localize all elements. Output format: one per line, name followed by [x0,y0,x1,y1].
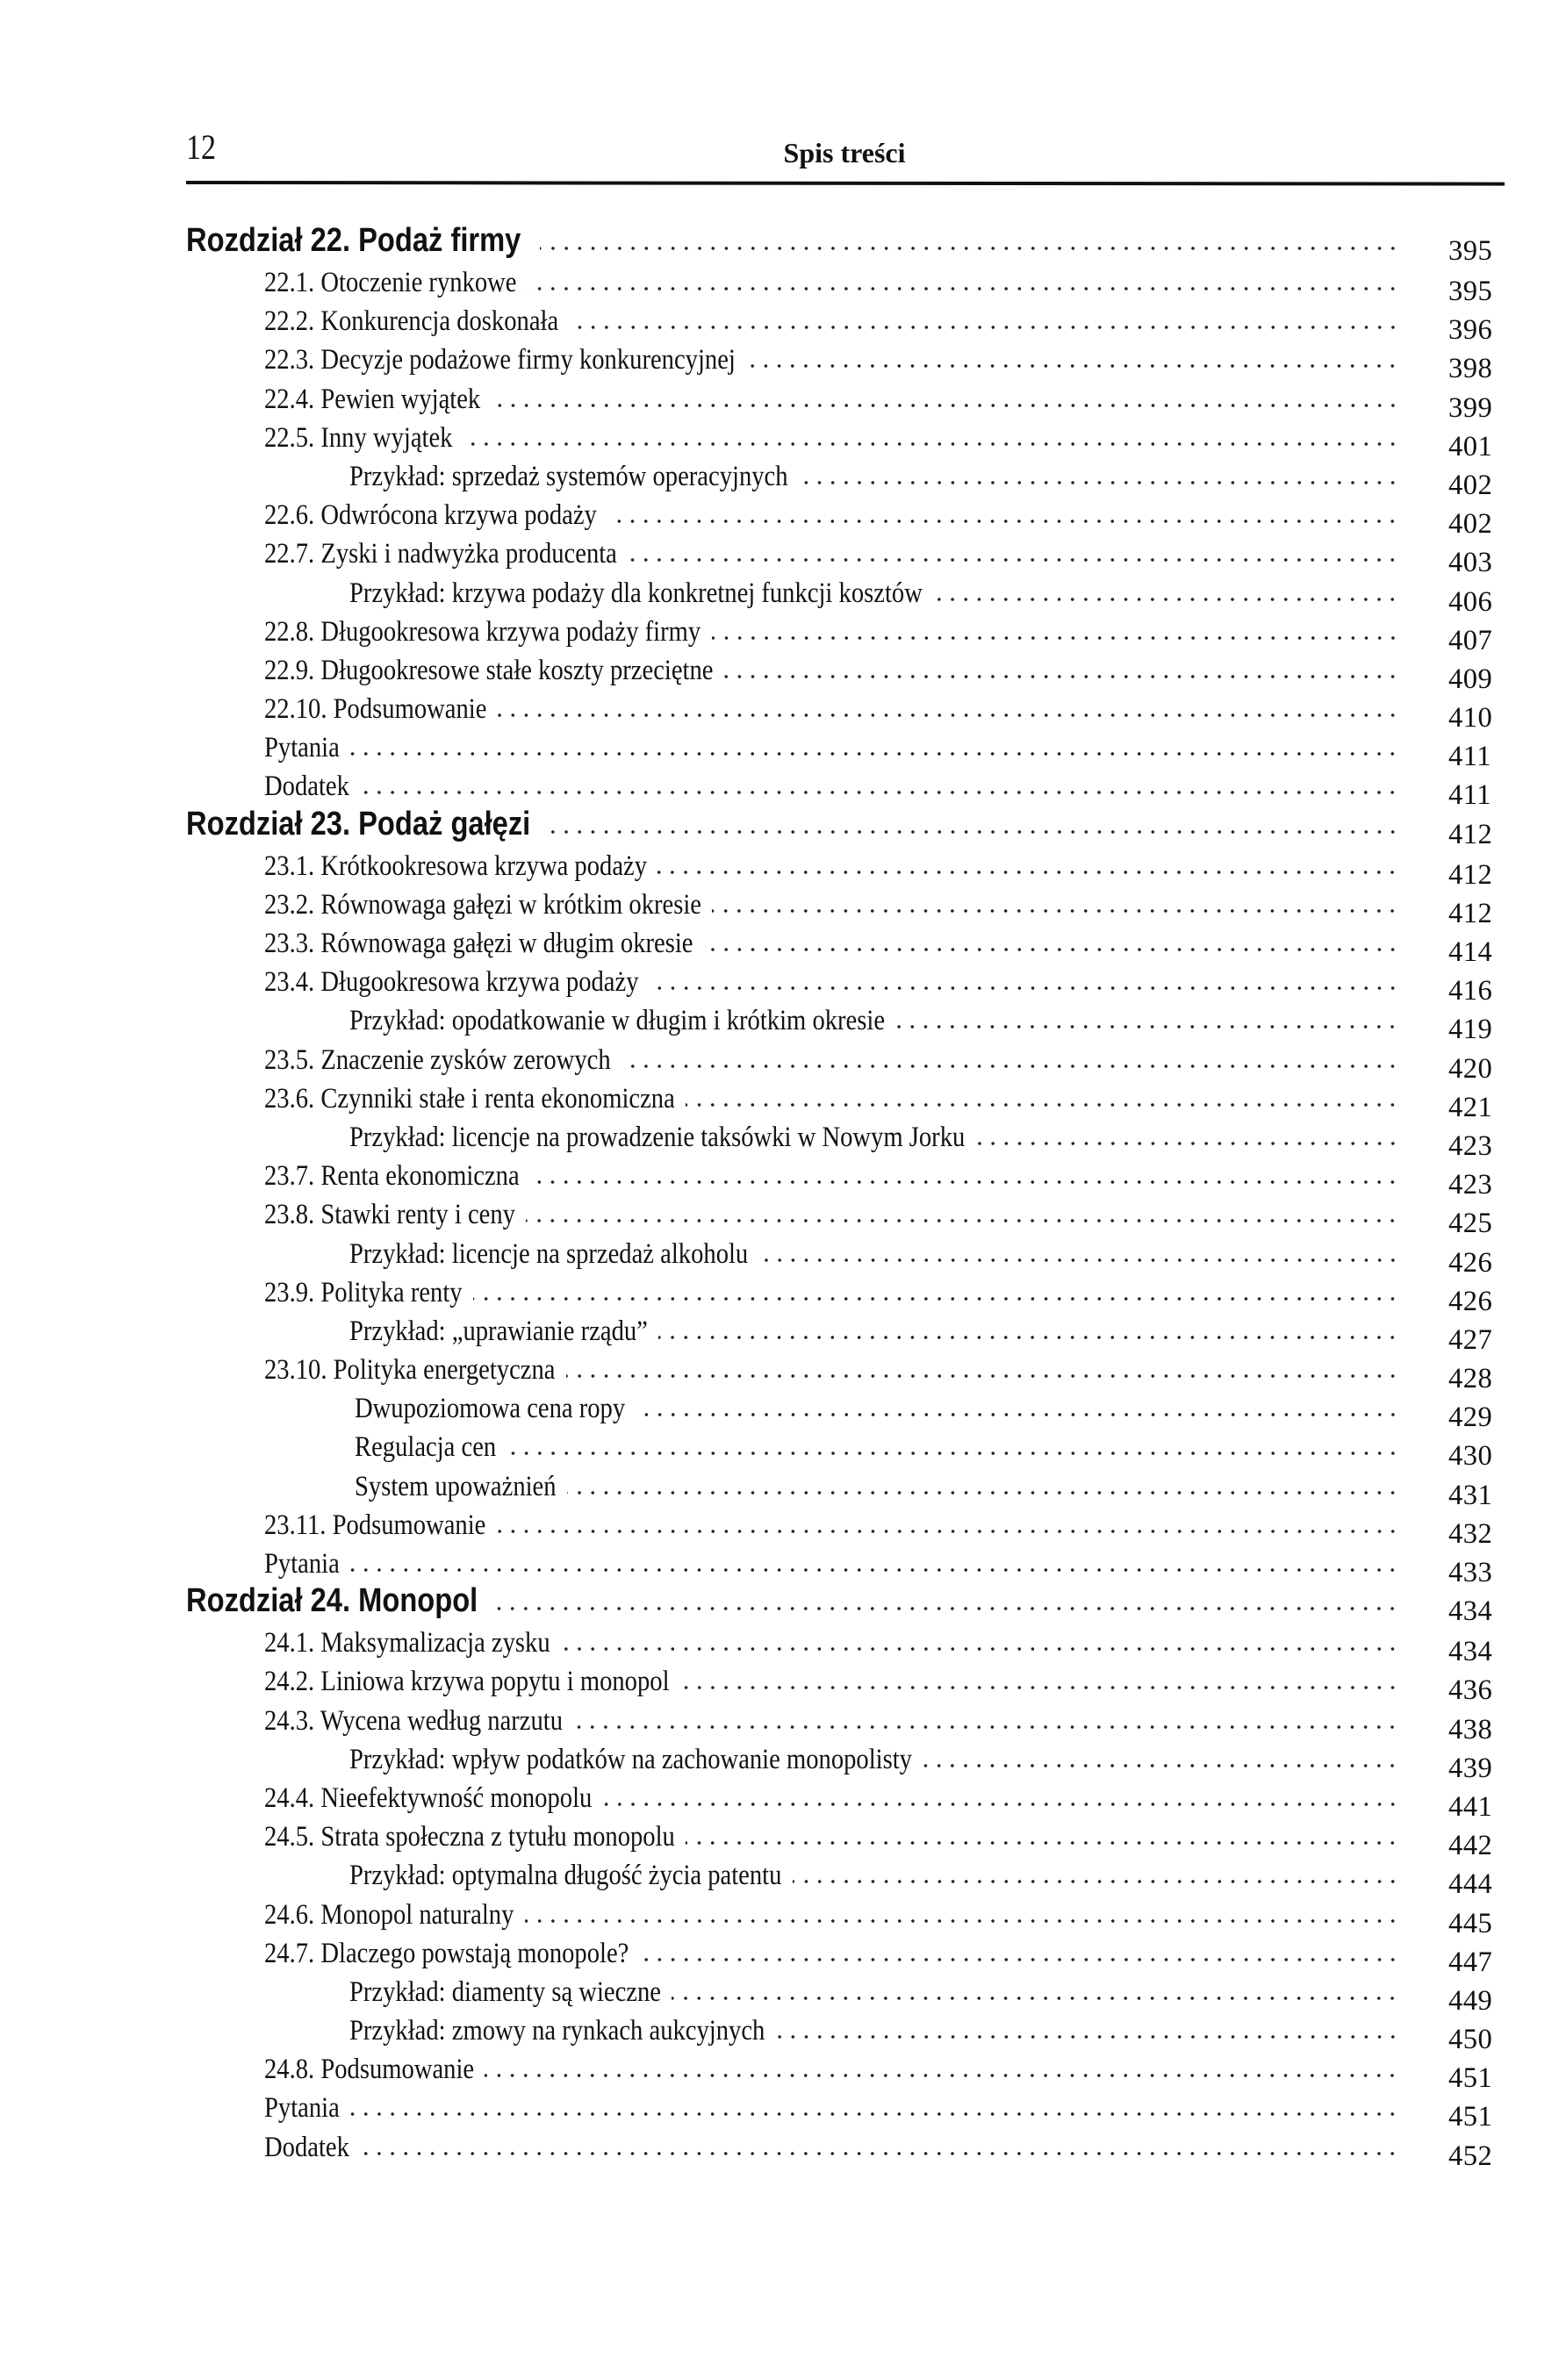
entry-title: 23.8. Stawki renty i ceny [264,1199,515,1231]
entry-title: 23.4. Długookresowa krzywa podaży [264,966,639,999]
page-reference: 403 [1448,547,1493,579]
toc-entry[interactable] [186,1428,1503,1473]
toc-entry[interactable] [186,924,1503,968]
entry-title: 24.5. Strata społeczna z tytułu monopolu [264,1821,675,1853]
toc-chapter-entry[interactable] [186,805,1503,850]
entry-title: Przykład: „uprawianie rządu” [349,1315,648,1347]
dot-leader [686,1081,1399,1109]
entry-title: Przykład: optymalna długość życia patentu [349,1860,782,1892]
toc-entry[interactable] [186,496,1503,541]
entry-title: 23.11. Podsumowanie [264,1509,486,1541]
toc-entry[interactable] [186,1740,1503,1784]
toc-entry[interactable] [186,1157,1503,1201]
toc-entry[interactable] [186,728,1503,773]
dot-leader [657,849,1399,877]
entry-title: 22.1. Otoczenie rynkowe [264,267,517,298]
chapter-title: Rozdział 22. Podaż firmy [186,222,521,259]
table-of-contents [186,222,1503,2172]
toc-entry[interactable] [186,1351,1503,1395]
page-reference: 396 [1448,314,1493,347]
dot-leader [672,1975,1399,2003]
page-reference: 441 [1448,1790,1493,1823]
dot-leader [550,808,1399,836]
entry-title: System upoważnień [355,1470,557,1502]
toc-entry[interactable] [186,1817,1503,1862]
page-reference: 434 [1448,1595,1493,1628]
page-reference: 402 [1448,508,1493,541]
dot-leader [566,1352,1399,1380]
toc-entry[interactable] [186,263,1503,307]
entry-title: 24.8. Podsumowanie [264,2054,475,2086]
toc-entry[interactable] [186,1041,1503,1085]
page-reference: 439 [1448,1752,1493,1784]
dot-leader [628,536,1399,564]
page-reference: 423 [1448,1169,1493,1201]
chapter-title: Rozdział 23. Podaż gałęzi [186,805,531,842]
page-reference: 420 [1448,1052,1493,1085]
page-reference: 452 [1448,2140,1493,2172]
page-reference: 430 [1448,1440,1493,1473]
toc-entry[interactable] [186,885,1503,929]
dot-leader [759,1237,1399,1265]
dot-leader [350,730,1399,758]
toc-entry[interactable] [186,1545,1503,1588]
toc-entry[interactable] [186,419,1503,462]
entry-title: Regulacja cen [355,1431,497,1464]
dot-leader [350,1546,1399,1574]
entry-title: 23.3. Równowaga gałęzi w długim okresie [264,928,693,959]
page-reference: 433 [1448,1557,1493,1588]
dot-leader [463,420,1399,448]
header-rule [186,181,1505,186]
dot-leader [724,653,1399,681]
dot-leader [526,1197,1399,1225]
page-reference: 431 [1448,1479,1493,1511]
entry-title: 23.6. Czynniki stałe i renta ekonomiczna [264,1082,675,1115]
dot-leader [704,926,1399,954]
entry-title: 23.1. Krótkookresowa krzywa podaży [264,849,648,882]
dot-leader [567,1469,1399,1497]
dot-leader [561,1625,1399,1653]
toc-entry[interactable] [186,341,1503,385]
dot-leader [540,225,1399,253]
toc-entry[interactable] [186,1662,1503,1707]
dot-leader [525,1897,1399,1925]
page-reference: 411 [1448,741,1492,773]
toc-entry[interactable] [186,1001,1503,1046]
page-reference: 406 [1448,585,1493,618]
entry-title: Przykład: opodatkowanie w długim i krótkim okresie [349,1005,886,1037]
entry-title: Dodatek [264,771,349,803]
dot-leader [485,2052,1399,2080]
page-reference: 402 [1448,469,1493,501]
entry-title: 22.2. Konkurencja doskonała [264,305,559,338]
entry-title: Przykład: diamenty są wieczne [349,1975,661,2008]
page-reference: 423 [1448,1129,1493,1162]
toc-entry[interactable] [186,534,1503,579]
entry-title: 24.6. Monopol naturalny [264,1898,514,1931]
toc-entry[interactable] [186,1273,1503,1317]
toc-entry[interactable] [186,767,1503,812]
dot-leader [923,1742,1399,1770]
dot-leader [621,1043,1399,1071]
toc-entry[interactable] [186,847,1503,891]
toc-entry[interactable] [186,1702,1503,1746]
dot-leader [497,1508,1399,1536]
entry-title: Przykład: licencje na sprzedaż alkoholu [349,1237,749,1270]
page-reference: 429 [1448,1401,1493,1434]
entry-title: 23.10. Polityka energetyczna [264,1354,556,1387]
entry-title: 24.4. Nieefektywność monopolu [264,1781,593,1814]
dot-leader [360,2130,1399,2158]
entry-title: 23.5. Znaczenie zysków zerowych [264,1043,611,1076]
page-reference: 409 [1448,663,1493,695]
toc-entry[interactable] [186,1506,1503,1550]
page-reference: 407 [1448,624,1493,656]
entry-title: 23.2. Równowaga gałęzi w krótkim okresie [264,888,702,921]
entry-title: 22.6. Odwrócona krzywa podaży [264,499,597,532]
toc-entry[interactable] [186,574,1503,618]
dot-leader [799,459,1399,487]
toc-entry[interactable] [186,1779,1503,1823]
page-reference: 419 [1448,1014,1493,1046]
dot-leader [650,964,1399,993]
page-reference: 412 [1448,818,1493,850]
entry-title: Dwupoziomowa cena ropy [355,1393,626,1425]
toc-entry[interactable] [186,1467,1503,1511]
toc-entry[interactable] [186,1195,1503,1240]
toc-entry[interactable] [186,690,1503,735]
entry-title: 24.3. Wycena według narzutu [264,1704,564,1737]
page-header [186,123,1503,184]
dot-leader [350,2090,1399,2118]
page-reference: 442 [1448,1830,1493,1862]
page-number: 12 [186,127,216,167]
running-title: Spis treści [783,137,906,168]
page-reference: 412 [1448,858,1493,891]
toc-entry[interactable] [186,1624,1503,1668]
page-reference: 444 [1448,1868,1493,1901]
page-reference: 449 [1448,1984,1493,2017]
page-reference: 395 [1448,235,1493,267]
dot-leader [976,1120,1399,1148]
entry-title: Przykład: sprzedaż systemów operacyjnych [349,460,788,492]
page-reference: 451 [1448,2101,1493,2133]
toc-entry[interactable] [186,1389,1503,1434]
dot-leader [636,1391,1400,1419]
dot-leader [495,1585,1399,1613]
dot-leader [607,498,1399,526]
entry-title: 22.9. Długookresowe stałe koszty przeciętne [264,654,714,686]
dot-leader [498,692,1399,720]
page-reference: 416 [1448,975,1493,1007]
page-reference: 410 [1448,702,1493,735]
toc-entry[interactable] [186,1934,1503,1978]
dot-leader [658,1314,1399,1342]
dot-leader [712,614,1399,642]
dot-leader [492,382,1399,410]
entry-title: Przykład: licencje na prowadzenie taksówki w Nowym Jorku [349,1121,966,1153]
page-reference: 401 [1448,430,1493,462]
entry-title: 23.9. Polityka renty [264,1276,463,1308]
page-reference: 451 [1448,2062,1493,2095]
dot-leader [640,1936,1399,1964]
toc-entry[interactable] [186,1235,1503,1279]
entry-title: 24.2. Liniowa krzywa popytu i monopol [264,1666,670,1698]
dot-leader [528,265,1399,293]
page-reference: 450 [1448,2024,1493,2056]
page-reference: 414 [1448,936,1493,968]
dot-leader [746,342,1399,370]
dot-leader [776,2013,1399,2041]
page-reference: 398 [1448,353,1493,385]
entry-title: Dodatek [264,2131,349,2163]
page-reference: 436 [1448,1674,1493,1707]
entry-title: 24.1. Maksymalizacja zysku [264,1627,550,1660]
entry-title: 23.7. Renta ekonomiczna [264,1160,520,1193]
dot-leader [933,576,1399,604]
page-reference: 425 [1448,1208,1493,1240]
dot-leader [360,769,1399,797]
entry-title: Przykład: zmowy na rynkach aukcyjnych [349,2015,765,2047]
chapter-title: Rozdział 24. Monopol [186,1582,478,1620]
entry-title: 24.7. Dlaczego powstają monopole? [264,1937,629,1969]
entry-title: 22.5. Inny wyjątek [264,421,453,454]
entry-title: Przykład: wpływ podatków na zachowanie monopolisty [349,1743,912,1775]
page-reference: 434 [1448,1636,1493,1668]
dot-leader [793,1858,1399,1886]
toc-entry[interactable] [186,1896,1503,1939]
page-reference: 421 [1448,1091,1493,1123]
entry-title: Pytania [264,732,340,764]
dot-leader [603,1781,1399,1809]
entry-title: Pytania [264,2092,340,2125]
dot-leader [530,1158,1399,1186]
entry-title: Przykład: krzywa podaży dla konkretnej funkcji kosztów [349,577,923,609]
page-reference: 395 [1448,276,1493,307]
page-reference: 447 [1448,1946,1493,1978]
page-reference: 426 [1448,1285,1493,1317]
dot-leader [573,1703,1399,1731]
entry-title: 22.7. Zyski i nadwyżka producenta [264,538,617,570]
page-reference: 399 [1448,391,1493,424]
entry-title: 22.4. Pewien wyjątek [264,383,481,415]
dot-leader [686,1819,1399,1847]
toc-entry[interactable] [186,651,1503,695]
entry-title: 22.10. Podsumowanie [264,693,487,726]
toc-entry[interactable] [186,613,1503,656]
dot-leader [570,304,1400,332]
toc-entry[interactable] [186,1079,1503,1123]
page-reference: 438 [1448,1713,1493,1746]
toc-entry[interactable] [186,2128,1503,2172]
entry-title: 22.8. Długookresowa krzywa podaży firmy [264,615,701,648]
toc-entry[interactable] [186,963,1503,1007]
page-reference: 428 [1448,1363,1493,1395]
toc-chapter-entry[interactable] [186,222,1503,267]
dot-leader [895,1003,1399,1031]
toc-chapter-entry[interactable] [186,1582,1503,1628]
dot-leader [473,1275,1399,1303]
page-reference: 432 [1448,1517,1493,1550]
dot-leader [507,1430,1399,1458]
toc-entry[interactable] [186,1312,1503,1356]
page-reference: 426 [1448,1246,1493,1279]
toc-entry[interactable] [186,380,1503,424]
toc-entry[interactable] [186,457,1503,501]
dot-leader [680,1664,1399,1692]
toc-entry[interactable] [186,1856,1503,1901]
entry-title: 22.3. Decyzje podażowe firmy konkurencyjnej [264,344,736,376]
entry-title: Pytania [264,1548,340,1580]
page-reference: 445 [1448,1907,1493,1939]
toc-entry[interactable] [186,1118,1503,1162]
toc-entry[interactable] [186,2089,1503,2133]
toc-entry[interactable] [186,2011,1503,2056]
toc-entry[interactable] [186,302,1503,347]
toc-entry[interactable] [186,2050,1503,2095]
page-reference: 427 [1448,1323,1493,1356]
toc-entry[interactable] [186,1973,1503,2017]
page-reference: 411 [1448,779,1492,812]
page-reference: 412 [1448,897,1493,929]
dot-leader [712,887,1399,915]
